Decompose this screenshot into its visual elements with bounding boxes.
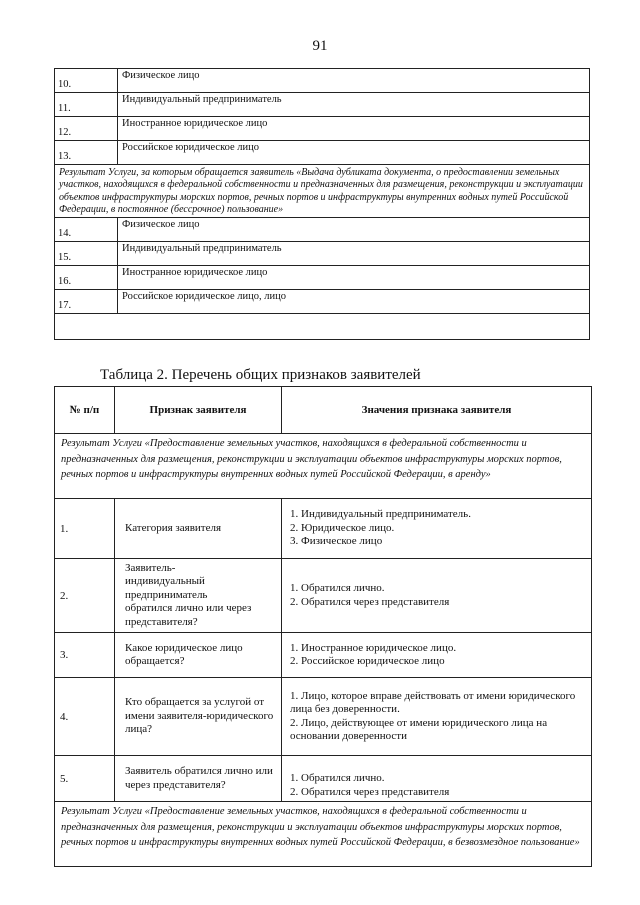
applicant-attributes-table [54,386,592,867]
row-number: 5. [55,756,115,802]
table-header-row [55,387,592,434]
header-num: № п/п [55,387,115,434]
row-number: 17. [55,289,118,313]
row-number: 3. [55,633,115,678]
row-number: 4. [55,678,115,756]
row-number: 2. [55,559,115,633]
applicant-type: Индивидуальный предприниматель [118,93,590,117]
service-result-text: Результат Услуги, за которым обращается заявитель «Выдача дубликата документа, о предоставлении земельных участков, находящихся в федеральной собственности и предназначенных для размещения, реконструкции и эксплуатации объектов инфраструктуры морских портов, речных портов и инфраструктуры внутренних водных путей Российской Федерации, в постоянное (бессрочное) пользование» [55,165,590,218]
header-values: Значения признака заявителя [282,387,592,434]
attribute-cell: Какое юридическое лицо обращается? [115,633,282,678]
values-cell [282,678,592,756]
values-cell [282,756,592,802]
value-line: 2. Обратился через представителя [290,595,450,608]
table-row [55,93,590,117]
table-caption: Таблица 2. Перечень общих признаков заявителей [100,367,421,383]
values-cell [282,559,592,633]
values-cell [282,499,592,559]
row-number: 11. [55,93,118,117]
value-line: 1. Иностранное юридическое лицо. [290,641,457,654]
value-line: 1. Обратился лично. [290,772,385,784]
empty-row [55,313,590,339]
result-row [55,802,592,867]
row-number: 14. [55,217,118,241]
table-row [55,117,590,141]
attribute-cell: Категория заявителя [115,499,282,559]
attribute-cell: Заявитель обратился лично или через представителя? [115,756,282,802]
table-row [55,633,592,678]
applicant-type: Физическое лицо [118,69,590,93]
page-number: 91 [312,38,328,54]
row-number: 10. [55,69,118,93]
value-line: 1. Лицо, которое вправе действовать от имени юридического лица без доверенности. [290,689,576,715]
applicant-type: Иностранное юридическое лицо [118,117,590,141]
value-line: 3. Физическое лицо [290,535,383,548]
empty-cell [55,313,590,339]
service-result-text: Результат Услуги «Предоставление земельных участков, находящихся в федеральной собственности и предназначенных для размещения, реконструкции и эксплуатации объектов инфраструктуры морских портов, речных портов и инфраструктуры внутренних водных путей Российской Федерации, в аренду» [55,434,592,499]
row-number: 15. [55,241,118,265]
attribute-cell: Кто обращается за услугой от имени заявителя-юридического лица? [115,678,282,756]
applicant-type: Российское юридическое лицо, лицо [118,289,590,313]
value-line: 2. Юридическое лицо. [290,521,395,534]
attribute-cell: Заявитель-индивидуальный предприниматель обратился лично или через представителя? [115,559,282,633]
table-row [55,289,590,313]
result-row [55,165,590,218]
service-result-text: Результат Услуги «Предоставление земельных участков, находящихся в федеральной собственности и предназначенных для размещения, реконструкции и эксплуатации объектов инфраструктуры морских портов, речных портов и инфраструктуры внутренних водных путей Российской Федерации, в безвозмездное пользование» [55,802,592,867]
result-row [55,434,592,499]
table-row [55,678,592,756]
row-number: 12. [55,117,118,141]
value-line: 2. Обратился через представителя [290,785,450,798]
value-line: 2. Лицо, действующее от имени юридического лица на основании доверенности [290,716,548,742]
table-row [55,756,592,802]
table-row [55,499,592,559]
value-line: 1. Обратился лично. [290,582,385,594]
values-cell [282,633,592,678]
applicant-type: Иностранное юридическое лицо [118,265,590,289]
applicant-type: Российское юридическое лицо [118,141,590,165]
table-row [55,241,590,265]
applicants-table-continued [54,68,590,340]
header-attribute: Признак заявителя [115,387,282,434]
table-row [55,217,590,241]
value-line: 2. Российское юридическое лицо [290,655,445,667]
table-row [55,141,590,165]
table-row [55,265,590,289]
row-number: 1. [55,499,115,559]
value-line: 1. Индивидуальный предприниматель. [290,508,471,521]
table-row [55,559,592,633]
row-number: 16. [55,265,118,289]
table-row [55,69,590,93]
row-number: 13. [55,141,118,165]
applicant-type: Физическое лицо [118,217,590,241]
applicant-type: Индивидуальный предприниматель [118,241,590,265]
